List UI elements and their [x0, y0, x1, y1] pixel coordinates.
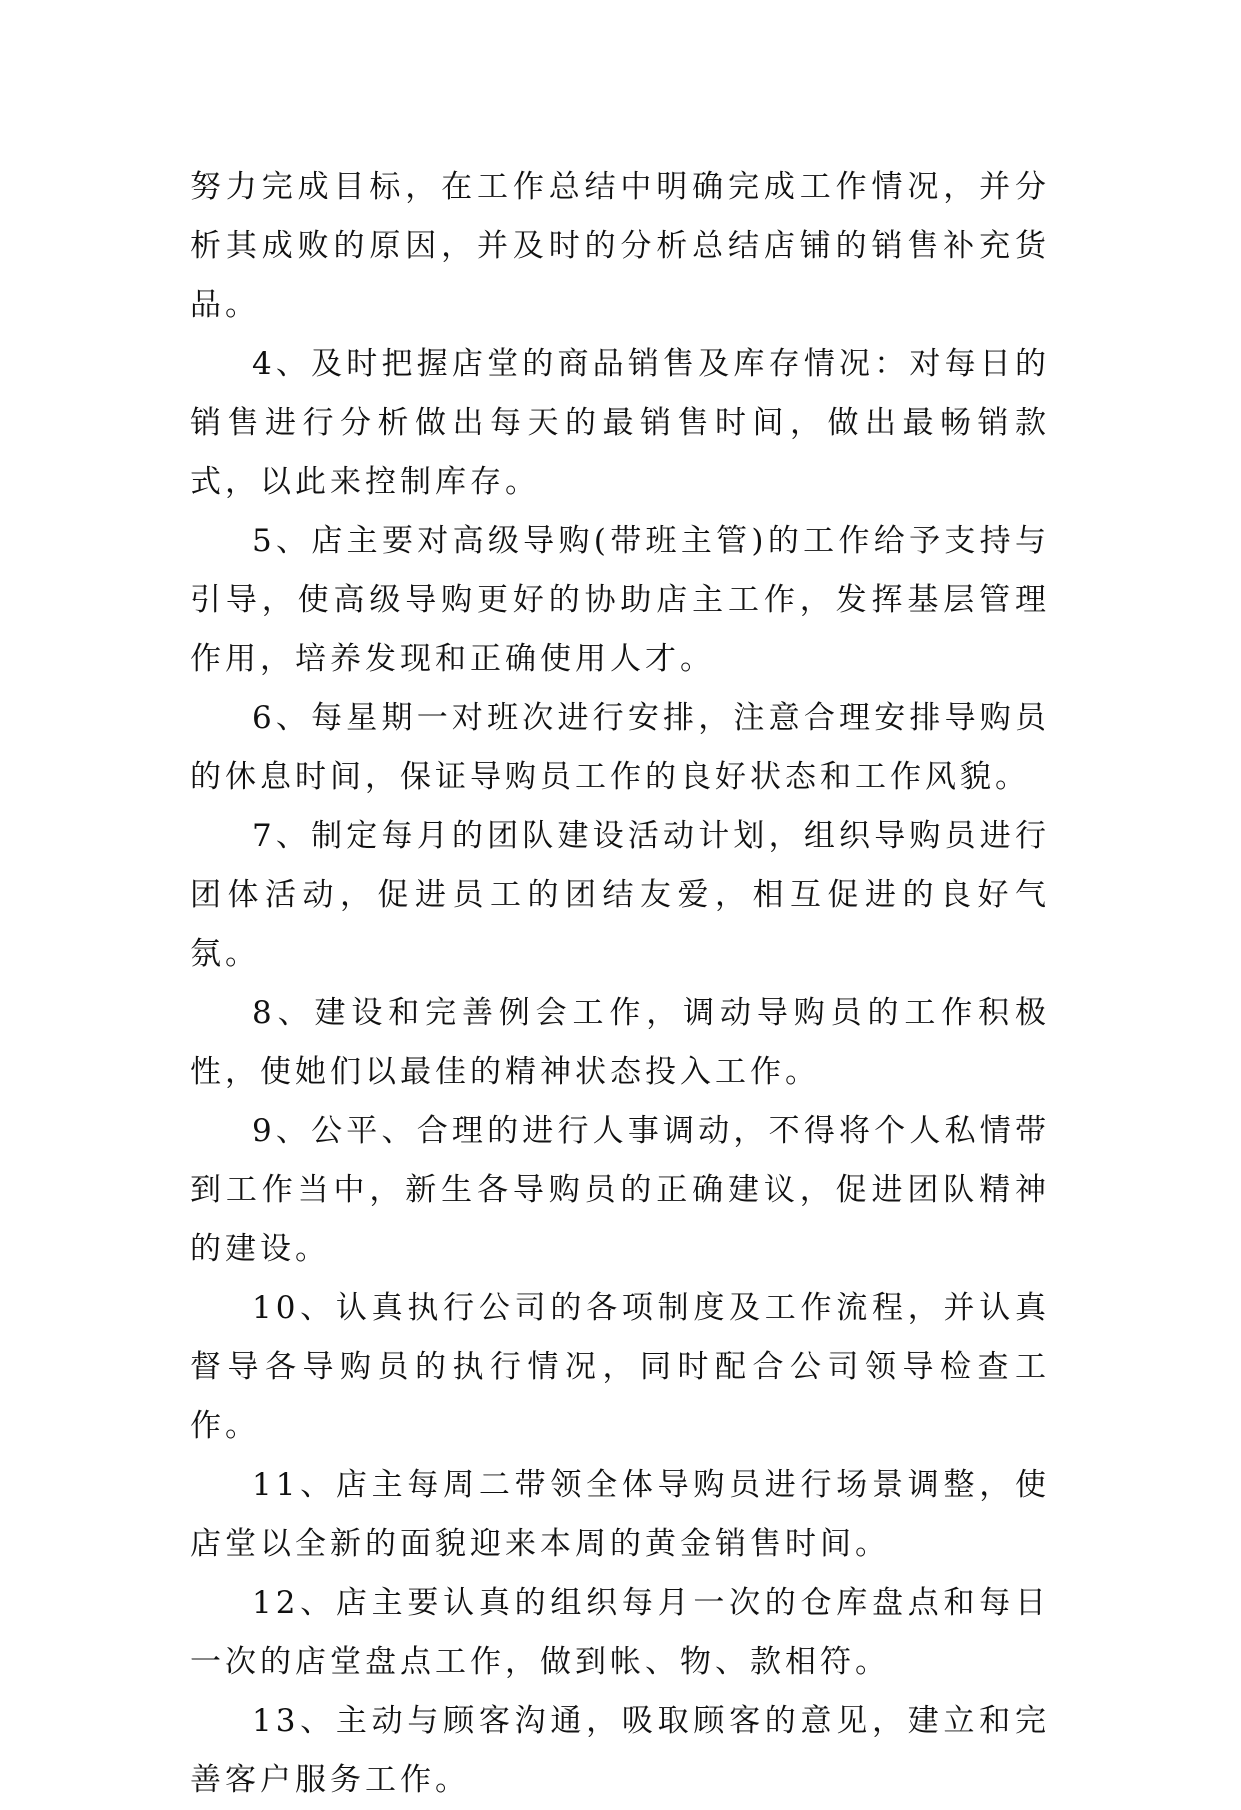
document-body: [190, 158, 1050, 1810]
paragraph-item-11: 11、店主每周二带领全体导购员进行场景调整，使店堂以全新的面貌迎来本周的黄金销售时间。: [190, 1467, 1050, 1562]
paragraph-item-5: 5、店主要对高级导购(带班主管)的工作给予支持与引导，使高级导购更好的协助店主工作，发挥基层管理作用，培养发现和正确使用人才。: [190, 523, 1050, 677]
paragraph-item-7: 7、制定每月的团队建设活动计划，组织导购员进行团体活动，促进员工的团结友爱，相互促进的良好气氛。: [190, 818, 1050, 972]
paragraph-item-10: 10、认真执行公司的各项制度及工作流程，并认真督导各导购员的执行情况，同时配合公司领导检查工作。: [190, 1290, 1050, 1444]
paragraph-item-6: 6、每星期一对班次进行安排，注意合理安排导购员的休息时间，保证导购员工作的良好状态和工作风貌。: [190, 700, 1050, 795]
paragraph-item-8: 8、建设和完善例会工作，调动导购员的工作积极性，使她们以最佳的精神状态投入工作。: [190, 995, 1050, 1090]
paragraph-item-12: 12、店主要认真的组织每月一次的仓库盘点和每日一次的店堂盘点工作，做到帐、物、款相符。: [190, 1585, 1050, 1680]
paragraph-item-9: 9、公平、合理的进行人事调动，不得将个人私情带到工作当中，新生各导购员的正确建议，促进团队精神的建设。: [190, 1113, 1050, 1267]
paragraph-continuation: 努力完成目标，在工作总结中明确完成工作情况，并分析其成败的原因，并及时的分析总结店铺的销售补充货品。: [190, 169, 1050, 323]
paragraph-item-4: 4、及时把握店堂的商品销售及库存情况：对每日的销售进行分析做出每天的最销售时间，做出最畅销款式，以此来控制库存。: [190, 346, 1050, 500]
paragraph-item-13: 13、主动与顾客沟通，吸取顾客的意见，建立和完善客户服务工作。: [190, 1703, 1050, 1798]
